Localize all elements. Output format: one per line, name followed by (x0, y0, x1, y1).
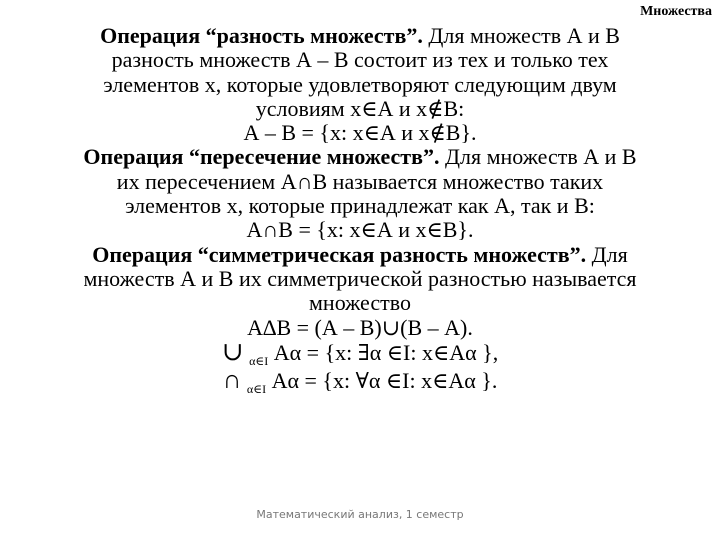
difference-formula: А – В = {x: x∈А и x∉В}. (243, 120, 477, 146)
slide-footer: Математический анализ, 1 семестр (256, 508, 464, 521)
intersection-line-1 (8, 145, 712, 169)
symdiff-line-2: множеств А и В их симметрической разностью называется (83, 265, 637, 291)
intersection-operator: ∩ (222, 365, 242, 395)
union-index: α∈I (249, 353, 269, 368)
symdiff-line-3: множество (309, 290, 411, 316)
intersection-line-2: их пересечением А∩В называется множество таких (116, 168, 604, 194)
difference-line-4: условиям x∈А и x∉В: (255, 95, 465, 121)
union-operator: ∪ (221, 336, 244, 366)
slide-header-title: Множества (640, 4, 712, 19)
symdiff-term: Операция “симметрическая разность множеств”. (92, 241, 587, 267)
intersection-family-formula (8, 365, 712, 397)
intersection-definition: Аα = {x: ∀α ∈I: x∈Аα }. (271, 368, 498, 394)
difference-line-1 (8, 24, 712, 48)
intersection-index: α∈I (246, 382, 267, 397)
union-family-formula (8, 336, 712, 368)
intersection-line-3: элементов x, которые принадлежат как А, так и В: (125, 193, 595, 219)
union-definition: Аα = {x: ∃α ∈I: x∈Аα }, (273, 339, 499, 365)
symdiff-formula: А∆В = (А – В)∪(В – А). (247, 314, 473, 340)
intersection-text-1: Для множеств А и В (439, 144, 637, 170)
difference-term: Операция “разность множеств”. (100, 23, 423, 48)
intersection-term: Операция “пересечение множеств”. (83, 144, 440, 170)
difference-text-1: Для множеств А и В (422, 23, 620, 48)
difference-line-2: разность множеств А – В состоит из тех и только тех (111, 47, 609, 73)
intersection-formula: А∩В = {x: x∈А и x∈В}. (246, 217, 474, 243)
difference-line-3: элементов x, которые удовлетворяют следующим двум (103, 71, 617, 97)
symdiff-line-1 (8, 243, 712, 267)
symdiff-text-1: Для (586, 241, 628, 267)
slide-body (8, 24, 712, 396)
